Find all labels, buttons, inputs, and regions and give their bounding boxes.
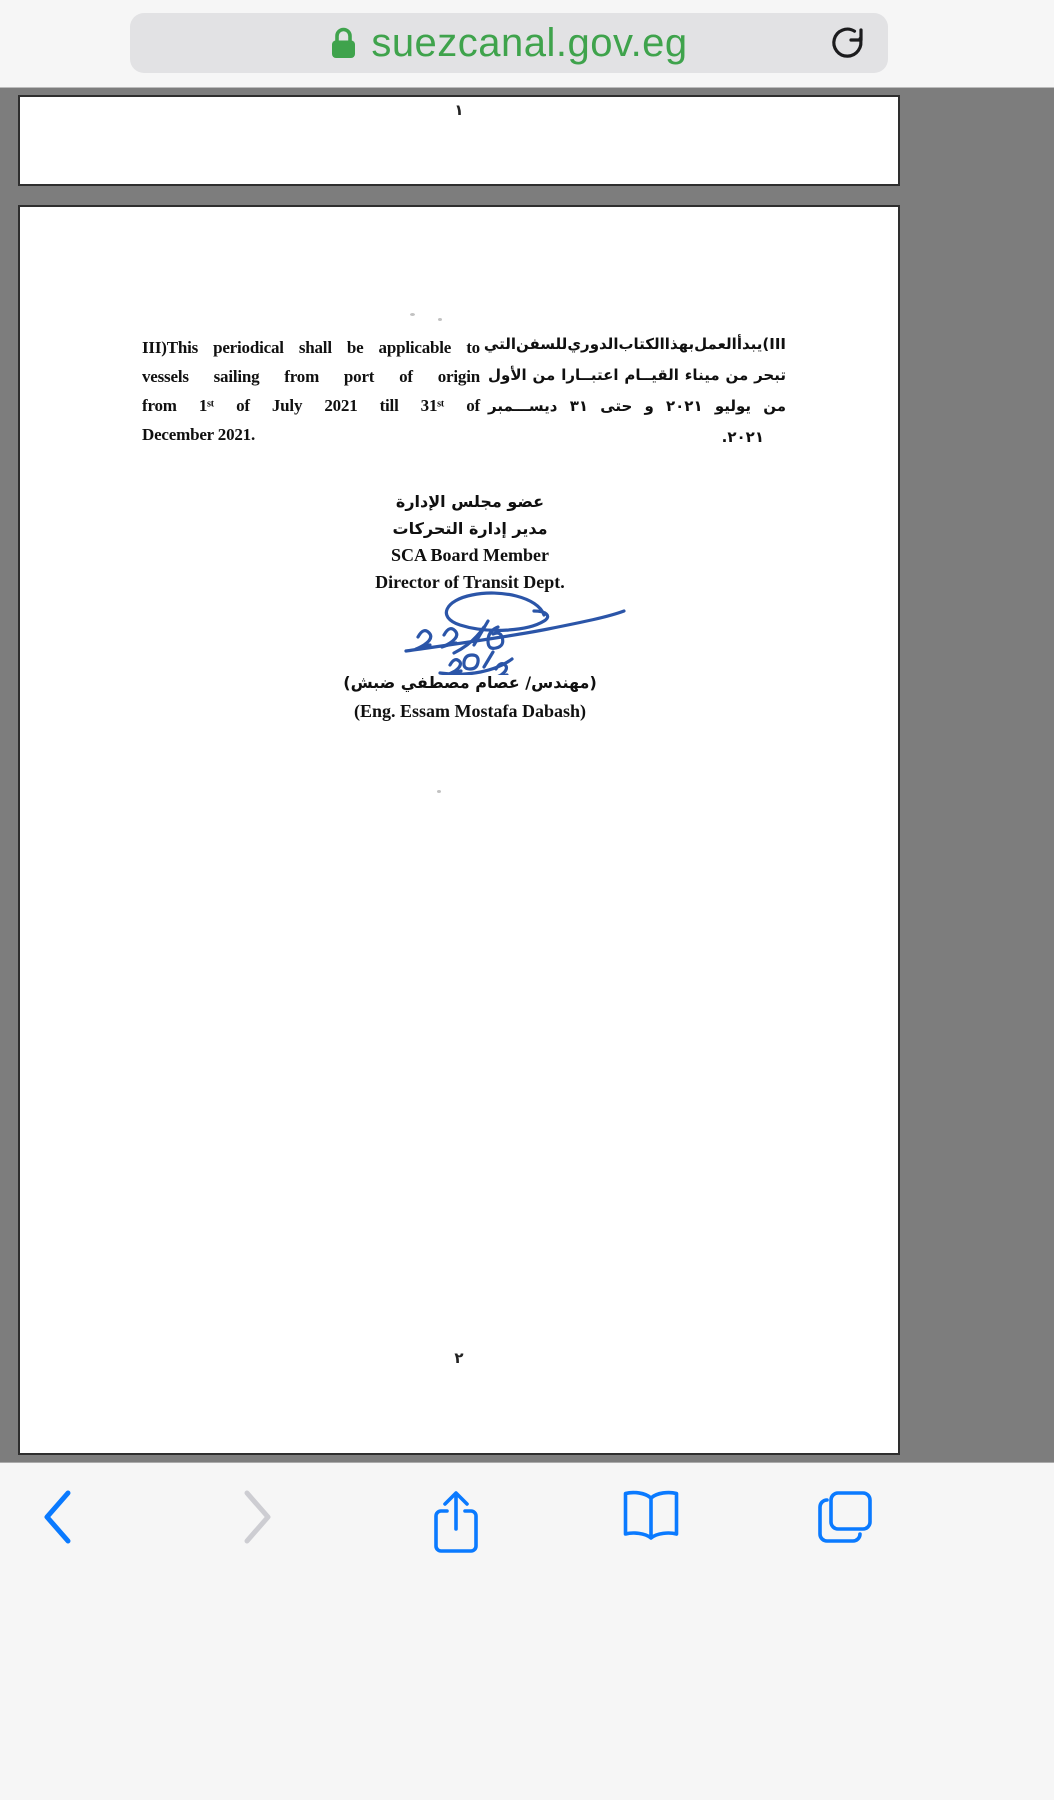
- clause-arabic-line: من يوليو ٢٠٢١ و حتى ٣١ ديســـمبر: [488, 397, 786, 415]
- signatory-name-english: (Eng. Essam Mostafa Dabash): [353, 701, 587, 721]
- scan-speck: [437, 790, 441, 793]
- clause-arabic: [483, 329, 786, 453]
- book-icon: [620, 1489, 682, 1543]
- share-icon: [430, 1489, 482, 1555]
- clause-english-line: December 2021.: [142, 425, 256, 444]
- signatory-block: [270, 488, 670, 596]
- scan-speck: [438, 318, 442, 321]
- pdf-viewer[interactable]: [0, 88, 1054, 1462]
- signatory-name-arabic: (مهندس/ عصام مصطفي ضبش): [343, 673, 597, 692]
- signatory-title-english-1: SCA Board Member: [391, 545, 549, 565]
- forward-button[interactable]: [235, 1483, 281, 1551]
- page-1-number: ١: [454, 101, 464, 119]
- clause-english-line: III)This periodical shall be applicable to: [142, 338, 480, 357]
- tabs-icon: [816, 1489, 874, 1545]
- signatory-title-arabic-2: مدير إدارة التحركات: [392, 519, 548, 538]
- browser-top-bar: [0, 0, 1054, 88]
- back-button[interactable]: [34, 1483, 80, 1551]
- clause-english-line: vessels sailing from port of origin: [142, 367, 480, 386]
- handwritten-signature: [388, 587, 628, 675]
- share-button[interactable]: [424, 1483, 488, 1561]
- pdf-page-2: [18, 205, 900, 1455]
- pdf-page-1: [18, 95, 900, 186]
- lock-icon: [330, 25, 357, 61]
- clause-english-line: from 1ˢᵗ of July 2021 till 31ˢᵗ of: [142, 396, 480, 415]
- clause-arabic-line: تبحر من ميناء القيــام اعتبــارا من الأول: [488, 366, 786, 384]
- chevron-forward-icon: [241, 1489, 275, 1545]
- signatory-title-arabic-1: عضو مجلس الإدارة: [395, 492, 545, 511]
- refresh-button[interactable]: [820, 21, 876, 65]
- page-2-number: ٢: [454, 1349, 464, 1367]
- bookmarks-button[interactable]: [614, 1483, 688, 1549]
- clause-english: [142, 333, 480, 449]
- clause-arabic-line: ٢٠٢١.: [721, 428, 764, 446]
- address-bar[interactable]: [130, 13, 888, 73]
- clause-arabic-line: III) يبدأ العمل بهذا الكتاب الدوري للسفن التي: [483, 335, 786, 353]
- url-text: suezcanal.gov.eg: [371, 20, 688, 65]
- scan-speck: [410, 313, 415, 316]
- tabs-button[interactable]: [810, 1483, 880, 1551]
- browser-bottom-toolbar: [0, 1462, 1054, 1800]
- chevron-back-icon: [40, 1489, 74, 1545]
- signatory-title-english-2: Director of Transit Dept.: [375, 572, 565, 592]
